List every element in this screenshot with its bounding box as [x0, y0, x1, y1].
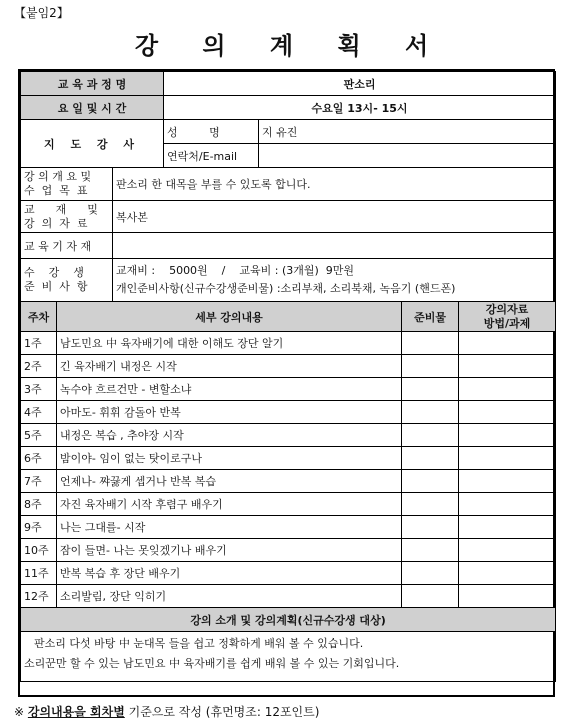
content-header: 세부 강의내용: [57, 302, 402, 332]
week-supplies: [402, 401, 459, 424]
week-method: [459, 355, 556, 378]
method-header-line2: 방법/과제: [483, 316, 531, 330]
week-number: 6주: [21, 447, 57, 470]
course-label: 교 육 과 정 명: [21, 72, 164, 96]
method-header: [459, 302, 556, 332]
week-content: 소리발림, 장단 익히기: [57, 585, 402, 608]
week-supplies: [402, 355, 459, 378]
course-value: 판소리: [164, 72, 556, 96]
week-content: 잠이 들면- 나는 못잊겠기나 배우기: [57, 539, 402, 562]
materials-value: 복사본: [113, 201, 556, 233]
week-row: [21, 447, 556, 470]
instructor-label: 지 도 강 사: [21, 120, 164, 168]
intro-header: 강의 소개 및 강의계획(신규수강생 대상): [21, 608, 556, 632]
week-number: 10주: [21, 539, 57, 562]
equipment-label: 교 육 기 자 재: [21, 233, 113, 259]
week-number: 4주: [21, 401, 57, 424]
intro-line2: 소리꾼만 할 수 있는 남도민요 中 육자배기를 쉽게 배워 볼 수 있는 기회입니다.: [24, 657, 400, 670]
footnote-prefix: ※: [14, 705, 28, 719]
attachment-tag: 【붙임2】: [14, 6, 69, 20]
week-supplies: [402, 562, 459, 585]
supplies-header: 준비물: [402, 302, 459, 332]
schedule-row: [21, 96, 556, 120]
footnote-suffix: 기준으로 작성 (휴먼명조: 12포인트): [124, 705, 320, 719]
materials-label: [21, 201, 113, 233]
instructor-name-label: 성 명: [164, 120, 259, 144]
week-method: [459, 516, 556, 539]
week-method: [459, 470, 556, 493]
instructor-contact-value: [259, 144, 556, 168]
instructor-name-row: [21, 120, 556, 144]
overview-label: [21, 168, 113, 201]
week-row: [21, 562, 556, 585]
weekly-header-row: [21, 302, 556, 332]
footnote-emphasis: 강의내용을 회차별: [27, 705, 125, 719]
method-header-line1: 강의자료: [485, 302, 529, 316]
week-number: 3주: [21, 378, 57, 401]
week-method: [459, 539, 556, 562]
schedule-label: 요 일 및 시 간: [21, 96, 164, 120]
week-row: [21, 585, 556, 608]
week-method: [459, 424, 556, 447]
lecture-plan-form: [18, 69, 555, 697]
week-supplies: [402, 516, 459, 539]
week-number: 7주: [21, 470, 57, 493]
week-method: [459, 401, 556, 424]
week-method: [459, 332, 556, 355]
week-content: 나는 그대를- 시작: [57, 516, 402, 539]
prep-row: [21, 259, 556, 302]
prep-line1: 교재비 : 5000원 / 교육비 : (3개월) 9만원: [116, 264, 355, 277]
week-content: 아마도- 휘휘 감돌아 반복: [57, 401, 402, 424]
week-row: [21, 424, 556, 447]
week-supplies: [402, 493, 459, 516]
week-row: [21, 470, 556, 493]
equipment-value: [113, 233, 556, 259]
materials-label-line1: 교 재 및: [24, 202, 98, 216]
week-content: 반복 복습 후 장단 배우기: [57, 562, 402, 585]
week-number: 8주: [21, 493, 57, 516]
week-content: 밤이야- 임이 없는 탓이로구나: [57, 447, 402, 470]
week-content: 자진 육자배기 시작 후렴구 배우기: [57, 493, 402, 516]
prep-label: [21, 259, 113, 302]
week-content: 내정은 복습 , 추야장 시작: [57, 424, 402, 447]
week-supplies: [402, 539, 459, 562]
week-number: 5주: [21, 424, 57, 447]
week-method: [459, 378, 556, 401]
week-row: [21, 539, 556, 562]
week-number: 9주: [21, 516, 57, 539]
schedule-value: 수요일 13시- 15시: [164, 96, 556, 120]
materials-row: [21, 201, 556, 233]
prep-label-line2: 준 비 사 항: [24, 280, 88, 293]
week-row: [21, 332, 556, 355]
page-title: 강 의 계 획 서: [134, 31, 447, 60]
week-row: [21, 355, 556, 378]
course-row: [21, 72, 556, 96]
week-content: 남도민요 中 육자배기에 대한 이해도 장단 알기: [57, 332, 402, 355]
week-supplies: [402, 332, 459, 355]
week-supplies: [402, 424, 459, 447]
week-method: [459, 562, 556, 585]
intro-body-row: [21, 632, 556, 682]
prep-value: [113, 259, 556, 302]
week-method: [459, 585, 556, 608]
week-number: 1주: [21, 332, 57, 355]
instructor-name-value: 지 유진: [259, 120, 556, 144]
equipment-row: [21, 233, 556, 259]
week-content: 녹수야 흐르건만 - 변할소냐: [57, 378, 402, 401]
footnote: [14, 703, 319, 720]
week-number: 2주: [21, 355, 57, 378]
week-row: [21, 493, 556, 516]
prep-label-line1: 수 강 생: [24, 266, 84, 279]
week-row: [21, 516, 556, 539]
week-content: 언제나- 쨔끓게 셉거나 반복 복습: [57, 470, 402, 493]
week-supplies: [402, 470, 459, 493]
week-supplies: [402, 585, 459, 608]
instructor-contact-label: 연락처/E-mail: [164, 144, 259, 168]
overview-label-line2: 수 업 목 표: [24, 184, 88, 197]
lecture-plan-table: [20, 71, 556, 682]
week-number: 11주: [21, 562, 57, 585]
intro-body: [21, 632, 556, 682]
week-number: 12주: [21, 585, 57, 608]
week-supplies: [402, 378, 459, 401]
prep-line2: 개인준비사항(신규수강생준비물) :소리부채, 소리북채, 녹음기 (핸드폰): [116, 282, 456, 295]
week-header: 주차: [21, 302, 57, 332]
intro-header-row: [21, 608, 556, 632]
week-supplies: [402, 447, 459, 470]
week-method: [459, 493, 556, 516]
overview-label-line1: 강 의 개 요 및: [24, 170, 92, 183]
week-row: [21, 401, 556, 424]
overview-row: [21, 168, 556, 201]
materials-label-line2: 강 의 자 료: [24, 216, 88, 230]
week-content: 긴 육자배기 내정은 시작: [57, 355, 402, 378]
intro-line1: 판소리 다섯 바탕 中 눈대목 들을 쉽고 정확하게 배워 볼 수 있습니다.: [34, 637, 364, 650]
overview-value: 판소리 한 대목을 부를 수 있도록 합니다.: [113, 168, 556, 201]
week-method: [459, 447, 556, 470]
week-row: [21, 378, 556, 401]
